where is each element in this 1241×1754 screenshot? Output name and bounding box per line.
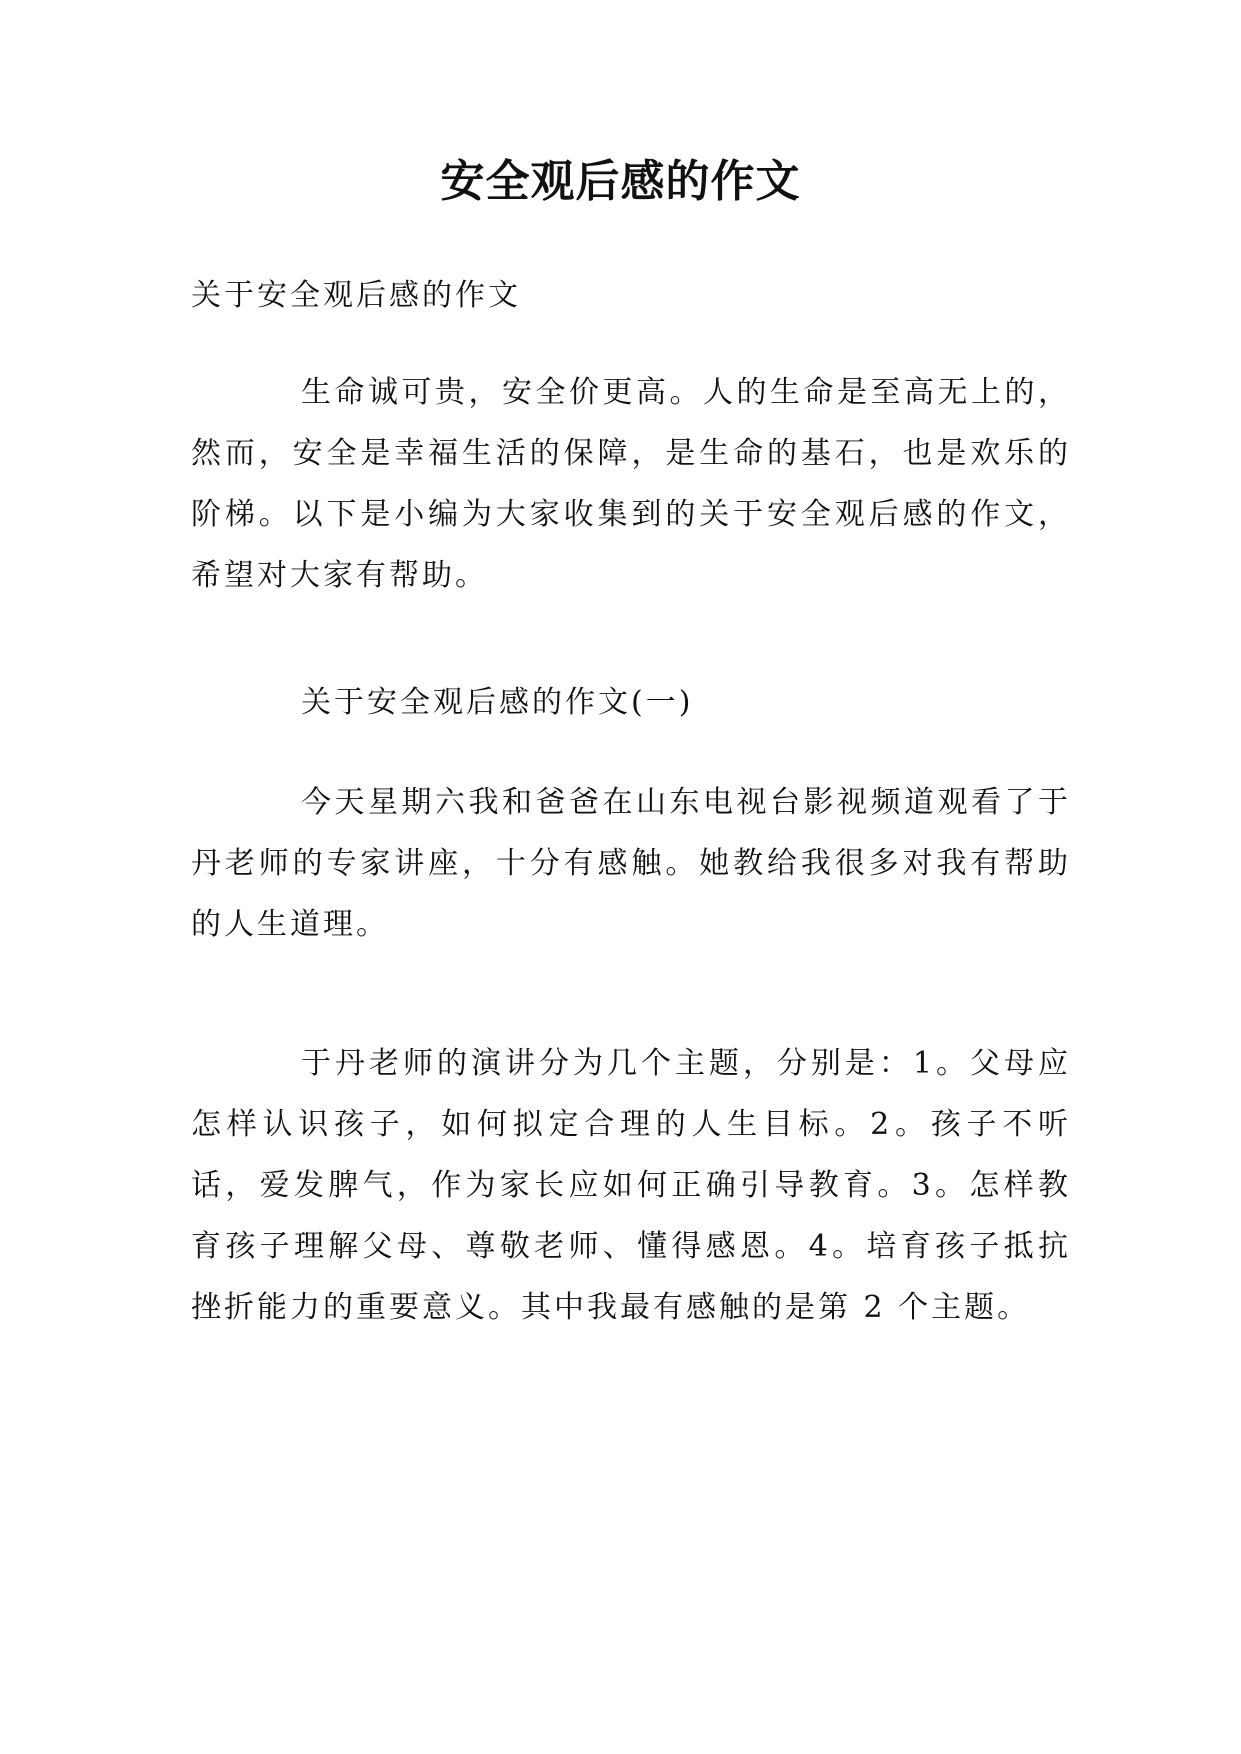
document-title: 安全观后感的作文 [440,156,801,207]
intro-heading: 关于安全观后感的作文 [191,278,521,313]
body-paragraph-1: 今天星期六我和爸爸在山东电视台影视频道观看了于丹老师的专家讲座，十分有感触。她教给我很多对我有帮助的人生道理。 [191,785,1071,942]
intro-paragraph: 生命诚可贵，安全价更高。人的生命是至高无上的，然而，安全是幸福生活的保障，是生命的基石，也是欢乐的阶梯。以下是小编为大家收集到的关于安全观后感的作文，希望对大家有帮助。 [191,375,1071,593]
section-heading: 关于安全观后感的作文(一) [301,685,694,720]
body-paragraph-2: 于丹老师的演讲分为几个主题，分别是：1。父母应怎样认识孩子，如何拟定合理的人生目标。2。孩子不听话，爱发脾气，作为家长应如何正确引导教育。3。怎样教育孩子理解父母、尊敬老师、懂得感恩。4。培育孩子抵抗挫折能力的重要意义。其中我最有感触的是第 2 个主题。 [191,1046,1071,1325]
